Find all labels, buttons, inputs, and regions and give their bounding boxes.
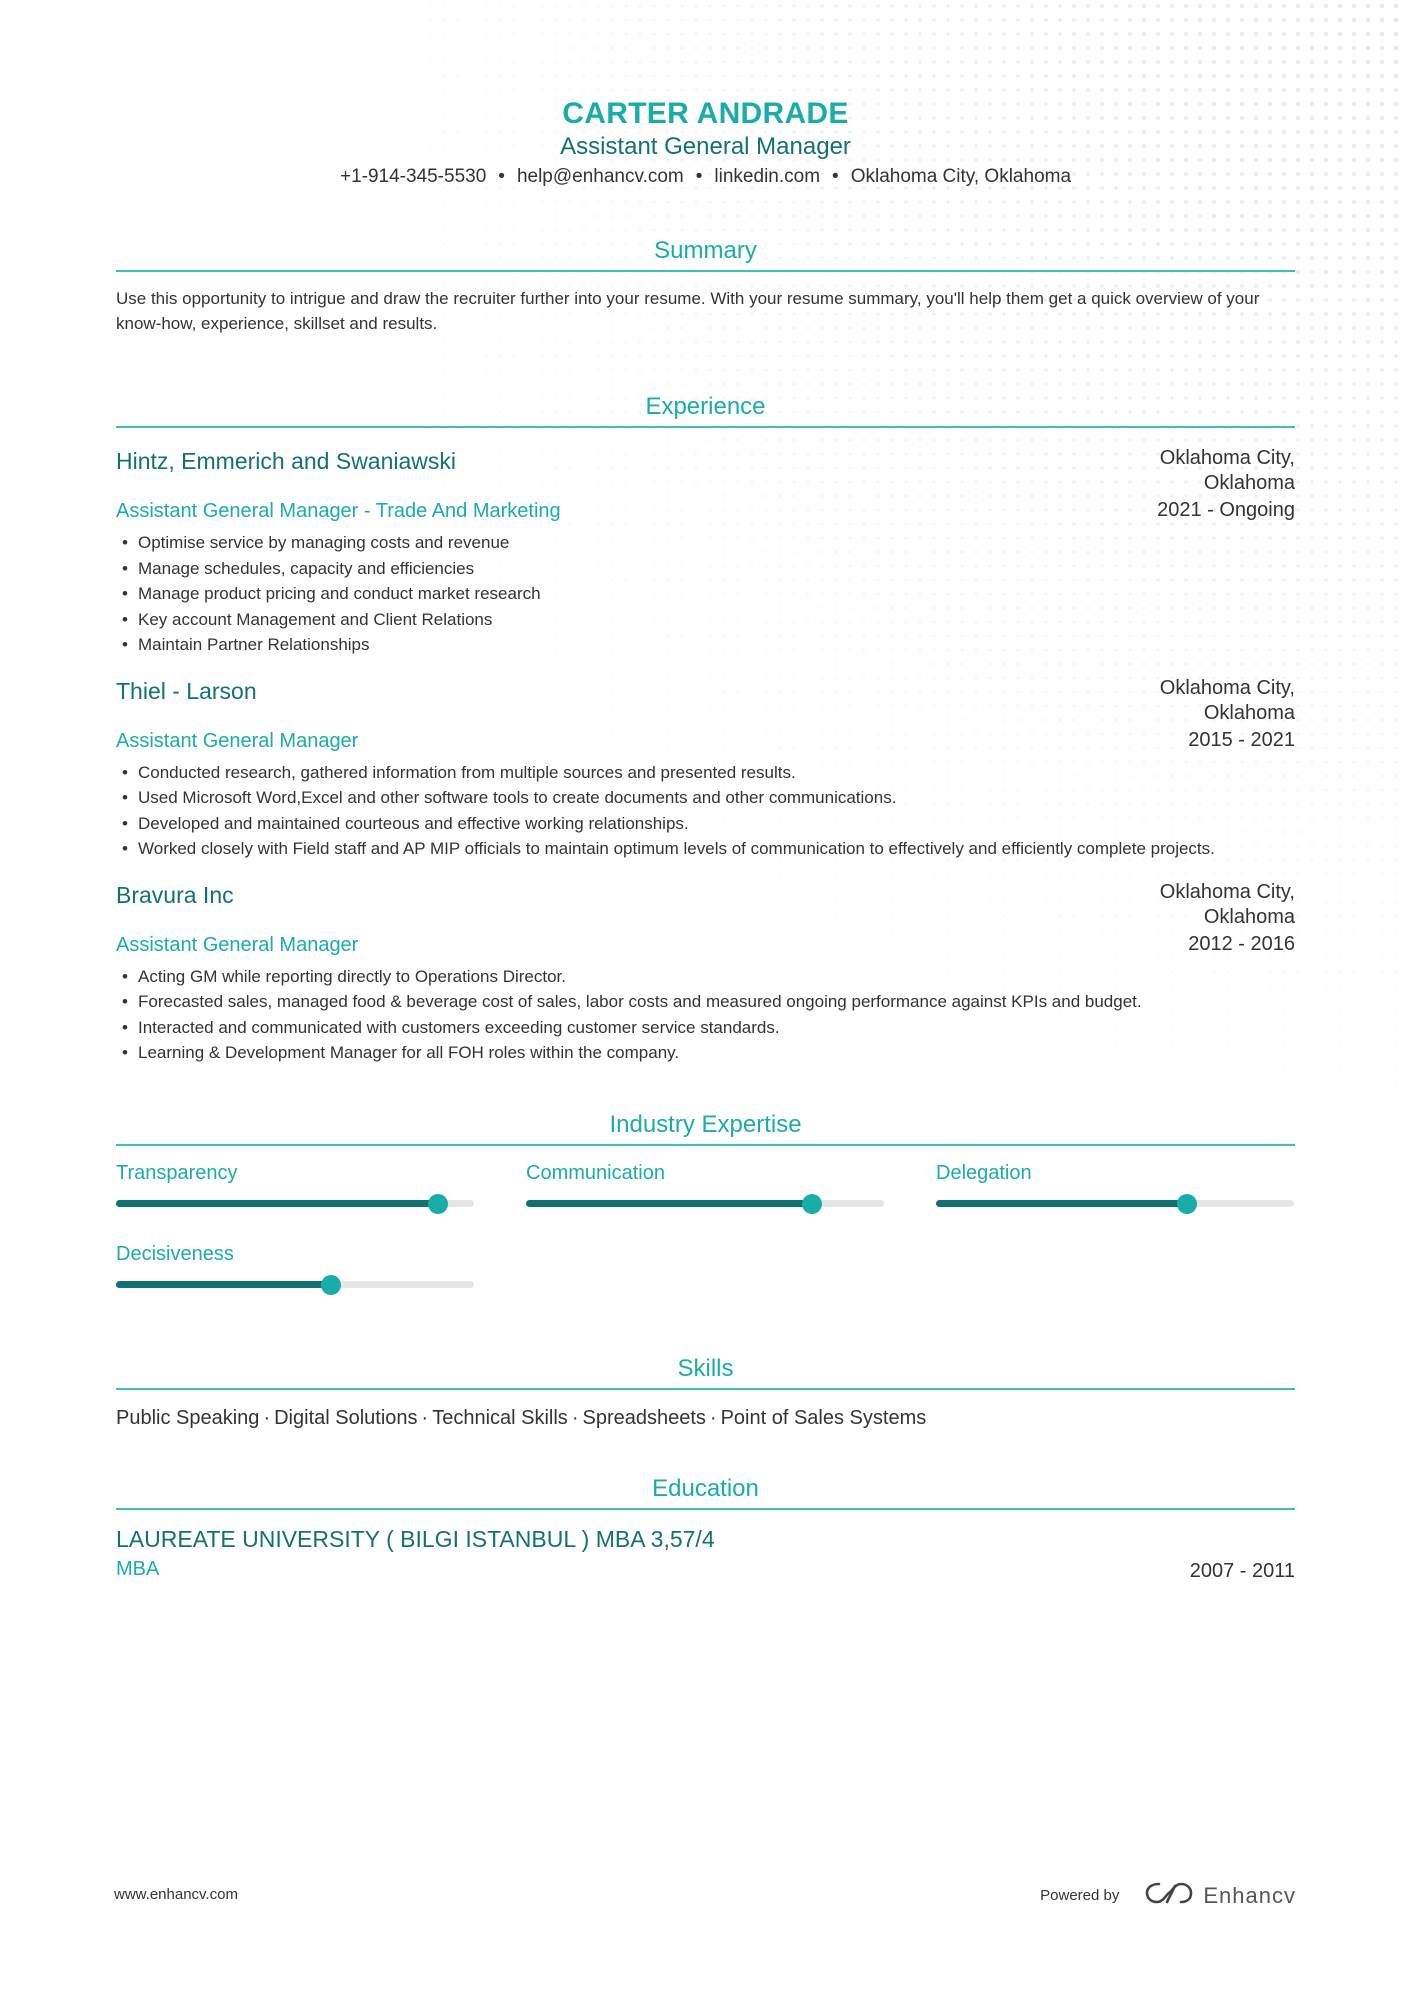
job-dates: 2012 - 2016 bbox=[1188, 932, 1295, 955]
section-title-expertise: Industry Expertise bbox=[609, 1110, 802, 1138]
expertise-grid bbox=[116, 1156, 1295, 1318]
job-bullet: • Key account Management and Client Relations bbox=[116, 607, 1295, 633]
job-entry bbox=[116, 676, 1295, 862]
education-school: LAUREATE UNIVERSITY ( BILGI ISTANBUL ) MBA 3,57/4 bbox=[116, 1525, 715, 1552]
skills-list bbox=[116, 1404, 1295, 1432]
job-location: Oklahoma City, Oklahoma bbox=[1159, 447, 1295, 494]
expertise-item bbox=[116, 1156, 474, 1207]
job-dates: 2021 - Ongoing bbox=[1157, 499, 1295, 521]
expertise-bar-knob bbox=[1177, 1194, 1197, 1214]
education-entry bbox=[116, 1524, 1295, 1582]
job-dates: 2015 - 2021 bbox=[1188, 728, 1295, 751]
section-divider bbox=[116, 1388, 1295, 1390]
section-title-education: Education bbox=[652, 1474, 759, 1502]
section-divider bbox=[116, 270, 1295, 272]
job-title: Assistant General Manager - Trade And Marketing bbox=[116, 500, 561, 522]
section-title-skills: Skills bbox=[677, 1354, 734, 1382]
summary-section bbox=[116, 236, 1295, 336]
powered-by-block bbox=[1040, 1880, 1296, 1911]
job-company: Hintz, Emmerich and Swaniawski bbox=[116, 448, 457, 474]
expertise-bar-fill bbox=[116, 1200, 438, 1207]
job-bullets bbox=[116, 530, 1295, 658]
job-meta bbox=[1125, 676, 1295, 753]
expertise-bar-track bbox=[116, 1200, 474, 1207]
job-bullet: • Interacted and communicated with customers exceeding customer service standards. bbox=[116, 1015, 1295, 1041]
contact-separator: • bbox=[695, 166, 703, 187]
section-divider bbox=[116, 1144, 1295, 1146]
expertise-bar-track bbox=[116, 1281, 474, 1288]
resume-header bbox=[116, 96, 1295, 190]
job-meta bbox=[1125, 880, 1295, 957]
job-bullet: • Manage product pricing and conduct market research bbox=[116, 581, 1295, 607]
expertise-item bbox=[526, 1156, 884, 1207]
expertise-item bbox=[116, 1237, 474, 1288]
job-title: Assistant General Manager bbox=[116, 729, 359, 752]
expertise-section bbox=[116, 1110, 1295, 1318]
expertise-bar-knob bbox=[428, 1194, 448, 1214]
linkedin-link[interactable]: linkedin.com bbox=[714, 166, 821, 187]
job-bullet: • Maintain Partner Relationships bbox=[116, 632, 1295, 658]
expertise-bar-fill bbox=[936, 1200, 1187, 1207]
job-bullet: • Optimise service by managing costs and revenue bbox=[116, 530, 1295, 556]
enhancv-brand-name: Enhancv bbox=[1203, 1882, 1296, 1908]
skill-item: Public Speaking bbox=[116, 1406, 260, 1429]
job-entry bbox=[116, 446, 1295, 658]
job-location: Oklahoma City, Oklahoma bbox=[1159, 676, 1295, 724]
job-bullet: • Used Microsoft Word,Excel and other software tools to create documents and other communications. bbox=[116, 785, 1295, 811]
section-divider bbox=[116, 1508, 1295, 1510]
location: Oklahoma City, Oklahoma bbox=[850, 166, 1072, 187]
expertise-bar-knob bbox=[802, 1194, 822, 1214]
skill-item: Digital Solutions bbox=[274, 1406, 418, 1429]
enhancv-logo-icon bbox=[1145, 1880, 1193, 1911]
job-bullet: • Forecasted sales, managed food & beverage cost of sales, labor costs and measured ongoing performance against KPIs and budget. bbox=[116, 989, 1295, 1015]
skill-separator: · bbox=[263, 1406, 271, 1429]
expertise-bar-fill bbox=[526, 1200, 812, 1207]
job-entry bbox=[116, 880, 1295, 1066]
education-section bbox=[116, 1474, 1295, 1582]
job-bullet: • Acting GM while reporting directly to Operations Director. bbox=[116, 964, 1295, 990]
expertise-bar-fill bbox=[116, 1281, 331, 1288]
expertise-label: Delegation bbox=[936, 1161, 1032, 1184]
job-bullet: • Worked closely with Field staff and AP MIP officials to maintain optimum levels of communication to effectively and efficiently complete projects. bbox=[116, 836, 1295, 862]
skill-separator: · bbox=[571, 1406, 579, 1429]
job-bullet: • Learning & Development Manager for all FOH roles within the company. bbox=[116, 1040, 1295, 1066]
candidate-name: CARTER ANDRADE bbox=[562, 97, 849, 130]
summary-text: Use this opportunity to intrigue and draw the recruiter further into your resume. With your resume summary, you'll help them get a quick overview of your know-how, experience, skillset and results. bbox=[116, 289, 1260, 333]
education-dates: 2007 - 2011 bbox=[1189, 1559, 1295, 1582]
phone: +1-914-345-5530 bbox=[339, 166, 487, 187]
job-bullet: • Conducted research, gathered information from multiple sources and presented results. bbox=[116, 760, 1295, 786]
contact-separator: • bbox=[832, 166, 839, 187]
section-title-summary: Summary bbox=[654, 237, 757, 264]
powered-by-text: Powered by bbox=[1040, 1887, 1120, 1904]
expertise-label: Communication bbox=[526, 1161, 665, 1184]
candidate-role: Assistant General Manager bbox=[560, 133, 851, 160]
skill-item: Spreadsheets bbox=[582, 1406, 706, 1429]
job-meta bbox=[1125, 446, 1295, 523]
expertise-item bbox=[936, 1156, 1294, 1207]
expertise-label: Transparency bbox=[116, 1161, 238, 1184]
job-company: Thiel - Larson bbox=[116, 677, 257, 704]
skill-separator: · bbox=[709, 1406, 717, 1429]
resume-content bbox=[116, 96, 1295, 1582]
expertise-bar-track bbox=[936, 1200, 1294, 1207]
skill-item: Point of Sales Systems bbox=[720, 1406, 927, 1429]
skills-section bbox=[116, 1354, 1295, 1432]
job-bullet: • Developed and maintained courteous and effective working relationships. bbox=[116, 811, 1295, 837]
job-company: Bravura Inc bbox=[116, 881, 234, 908]
job-bullets bbox=[116, 964, 1295, 1066]
job-bullet: • Manage schedules, capacity and efficiencies bbox=[116, 556, 1295, 582]
contact-separator: • bbox=[498, 166, 505, 187]
page-footer bbox=[114, 1880, 1296, 1910]
section-divider bbox=[116, 426, 1295, 428]
expertise-bar-knob bbox=[321, 1275, 341, 1295]
job-title: Assistant General Manager bbox=[116, 933, 359, 956]
footer-url-link[interactable]: www.enhancv.com bbox=[114, 1886, 238, 1903]
experience-section bbox=[116, 392, 1295, 1066]
email-link[interactable]: help@enhancv.com bbox=[516, 166, 684, 187]
expertise-bar-track bbox=[526, 1200, 884, 1207]
education-degree: MBA bbox=[116, 1557, 160, 1580]
expertise-label: Decisiveness bbox=[116, 1242, 234, 1265]
skill-separator: · bbox=[421, 1406, 429, 1429]
contact-line bbox=[116, 164, 1295, 190]
job-location: Oklahoma City, Oklahoma bbox=[1159, 880, 1295, 928]
skill-item: Technical Skills bbox=[432, 1406, 568, 1429]
job-bullets bbox=[116, 760, 1295, 862]
section-title-experience: Experience bbox=[645, 393, 766, 420]
